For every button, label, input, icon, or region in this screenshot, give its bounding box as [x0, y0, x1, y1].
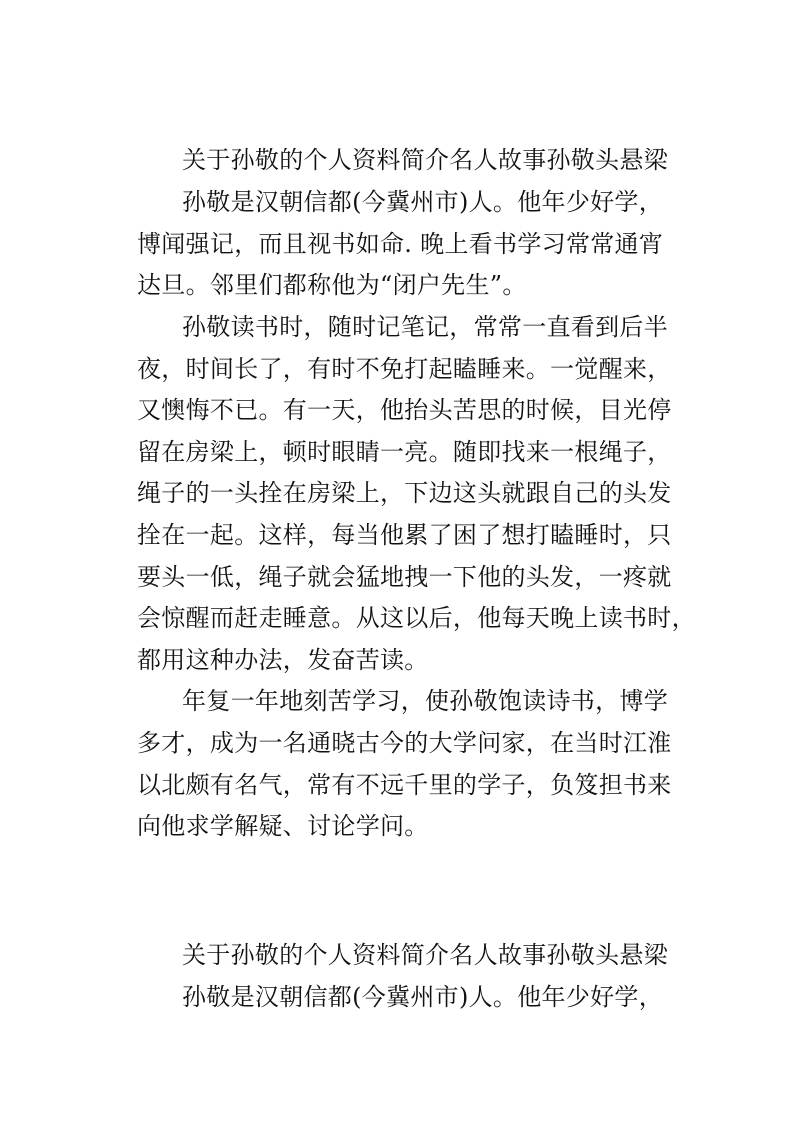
paragraph-line: 孙敬读书时，随时记笔记，常常一直看到后半 [182, 313, 668, 341]
paragraph-line: 以北颇有名气，常有不远千里的学子，负笈担书来 [137, 771, 672, 799]
paragraph-line: 又懊悔不已。有一天，他抬头苦思的时候，目光停 [137, 396, 672, 424]
paragraph-line: 多才，成为一名通晓古今的大学问家，在当时江淮 [137, 729, 672, 757]
document-title: 关于孙敬的个人资料简介名人故事孙敬头悬梁 [182, 146, 668, 174]
paragraph-line: 夜，时间长了，有时不免打起瞌睡来。一觉醒来， [137, 355, 672, 383]
paragraph-line: 会惊醒而赶走睡意。从这以后，他每天晚上读书时， [137, 604, 696, 632]
paragraph-line: 年复一年地刻苦学习，使孙敬饱读诗书，博学 [182, 687, 668, 715]
paragraph-line: 孙敬是汉朝信都(今冀州市)人。他年少好学， [182, 983, 664, 1011]
paragraph-line: 绳子的一头拴在房梁上，下边这头就跟自己的头发 [137, 479, 672, 507]
paragraph-line: 孙敬是汉朝信都(今冀州市)人。他年少好学， [182, 188, 664, 216]
paragraph-line: 达旦。邻里们都称他为“闭户先生”。 [137, 271, 527, 299]
paragraph-line: 博闻强记，而且视书如命. 晚上看书学习常常通宵 [137, 230, 664, 258]
paragraph-line: 向他求学解疑、讨论学问。 [137, 812, 429, 840]
paragraph-line: 要头一低，绳子就会猛地拽一下他的头发，一疼就 [137, 563, 672, 591]
document-title-repeat: 关于孙敬的个人资料简介名人故事孙敬头悬梁 [182, 941, 668, 969]
paragraph-line: 留在房梁上，顿时眼睛一亮。随即找来一根绳子， [137, 438, 672, 466]
paragraph-line: 都用这种办法，发奋苦读。 [137, 646, 429, 674]
paragraph-line: 拴在一起。这样，每当他累了困了想打瞌睡时，只 [137, 521, 672, 549]
